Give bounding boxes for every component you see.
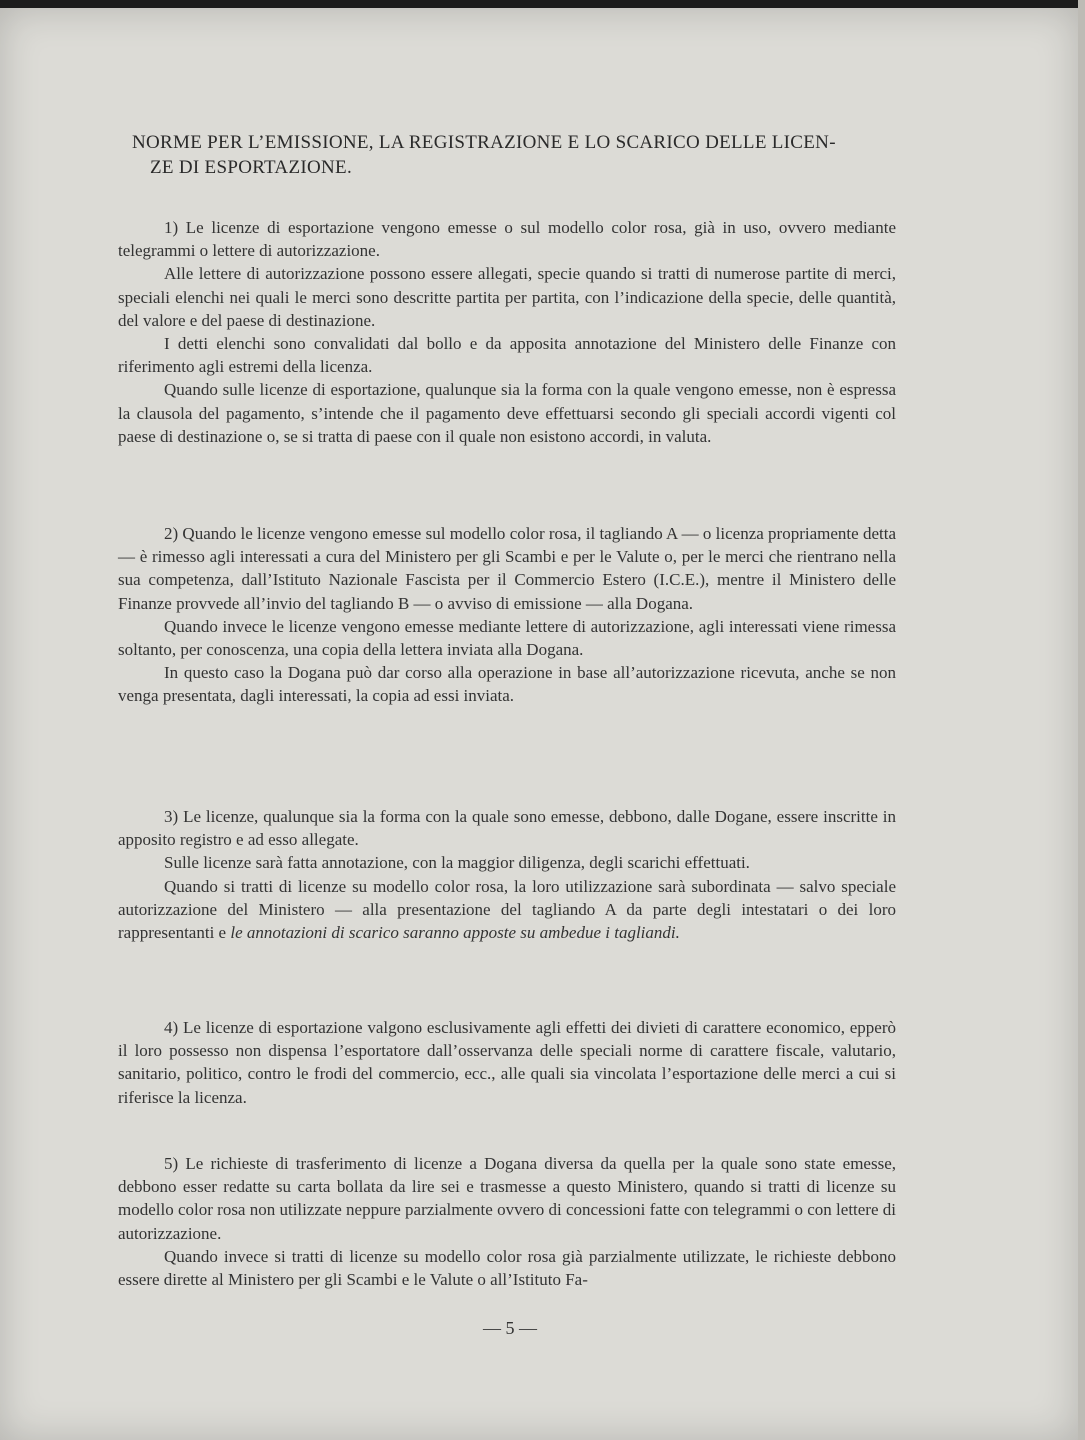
paragraph <box>118 875 896 945</box>
section-5 <box>118 1152 896 1291</box>
paragraph: 3) Le licenze, qualunque sia la forma con la quale sono emesse, debbono, dalle Dogane, essere inscritte in apposito registro e ad esso allegate. <box>118 807 896 850</box>
top-edge <box>0 0 1085 8</box>
page-edge <box>1078 0 1085 1440</box>
paragraph: Alle lettere di autorizzazione possono essere allegati, specie quando si tratti di numerose partite di merci, speciali elenchi nei quali le merci sono descritte partita per partita, con l’indicazione della specie, delle quantità, del valore e del paese di destinazione. <box>118 264 896 330</box>
heading-line-2: ZE DI ESPORTAZIONE. <box>150 157 352 178</box>
page-number: — 5 — <box>483 1318 537 1338</box>
section-2 <box>118 522 896 708</box>
section-3 <box>118 805 896 944</box>
italic-text: le annotazioni di scarico saranno apposte su ambedue i tagliandi. <box>230 923 680 943</box>
paragraph: 2) Quando le licenze vengono emesse sul modello color rosa, il tagliando A — o licenza propriamente detta — è rimesso agli interessati a cura del Ministero per gli Scambi e per le Valute o, per le merci che rientrano nella sua competenza, dall’Istituto Nazionale Fascista per il Commercio Estero (I.C.E.), mentre il Ministero delle Finanze provvede all’invio del tagliando B — o avviso di emissione — alla Dogana. <box>118 524 896 613</box>
section-1 <box>118 216 896 448</box>
paragraph: Sulle licenze sarà fatta annotazione, con la maggior diligenza, degli scarichi effettuati. <box>164 853 750 873</box>
paragraph: I detti elenchi sono convalidati dal bollo e da apposita annotazione del Ministero delle Finanze con riferimento agli estremi della licenza. <box>118 334 896 377</box>
paragraph: Quando invece si tratti di licenze su modello color rosa già parzialmente utilizzate, le richieste debbono essere dirette al Ministero per gli Scambi e le Valute o all’Istituto Fa- <box>118 1246 896 1290</box>
paragraph: 4) Le licenze di esportazione valgono esclusivamente agli effetti dei divieti di carattere economico, epperò il loro possesso non dispensa l’esportatore dall’osservanza delle speciali norme di carattere fiscale, valutario, sanitario, politico, contro le frodi del commercio, ecc., alle quali sia vincolata l’esportazione delle merci a cui si riferisce la licenza. <box>118 1018 896 1107</box>
paragraph: In questo caso la Dogana può dar corso alla operazione in base all’autorizzazione ricevuta, anche se non venga presentata, dagli interessati, la copia ad essi inviata. <box>118 663 896 706</box>
paragraph: Quando invece le licenze vengono emesse mediante lettere di autorizzazione, agli interessati viene rimessa soltanto, per conoscenza, una copia della lettera inviata alla Dogana. <box>118 616 896 660</box>
paragraph: Quando sulle licenze di esportazione, qualunque sia la forma con la quale vengono emesse, non è espressa la clausola del pagamento, s’intende che il pagamento deve effettuarsi secondo gli speciali accordi vigenti col paese di destinazione o, se si tratta di paese con il quale non esistono accordi, in valuta. <box>118 380 896 446</box>
heading-line-1: NORME PER L’EMISSIONE, LA REGISTRAZIONE E LO SCARICO DELLE LICEN- <box>132 132 836 153</box>
page-heading <box>132 130 902 180</box>
paragraph: 1) Le licenze di esportazione vengono emesse o sul modello color rosa, già in uso, ovvero mediante telegrammi o lettere di autorizzazione. <box>118 218 896 261</box>
paragraph-text: Quando si tratti di licenze su modello color rosa, la loro utilizzazione sarà subordinata — salvo speciale autorizzazione del Ministero — alla presentazione del tagliando A da parte degli intestatari o dei loro rappresentanti e <box>118 876 896 943</box>
paragraph: 5) Le richieste di trasferimento di licenze a Dogana diversa da quella per la quale sono state emesse, debbono esser redatte su carta bollata da lire sei e trasmesse a questo Ministero, quando si tratti di licenze su modello color rosa non utilizzate neppure parzialmente ovvero di concessioni fatte con telegrammi o con lettere di autorizzazione. <box>118 1154 896 1243</box>
section-4 <box>118 1016 896 1109</box>
